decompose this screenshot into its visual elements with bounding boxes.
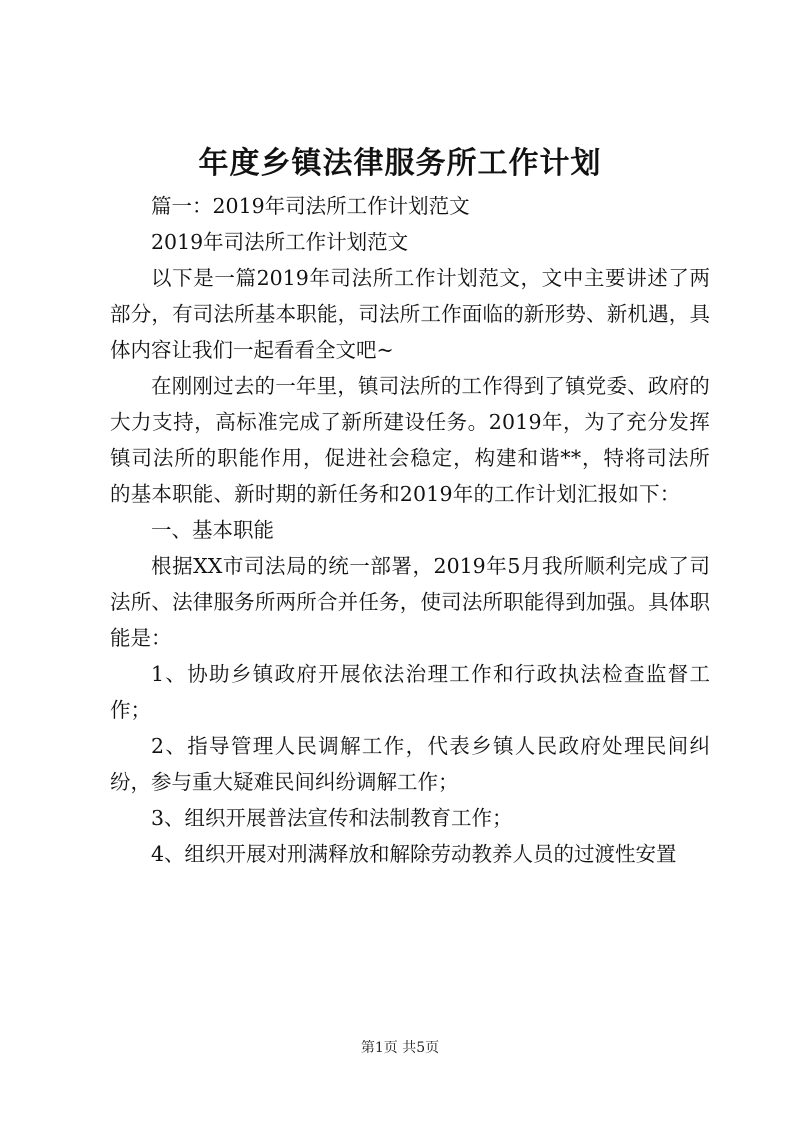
paragraph-function-1: 1、协助乡镇政府开展依法治理工作和行政执法检查监督工作； — [110, 662, 710, 722]
paragraph-introduction: 以下是一篇2019年司法所工作计划范文，文中主要讲述了两部分，有司法所基本职能，司法所工作面临的新形势、新机遇，具体内容让我们一起看看全文吧~ — [110, 266, 710, 362]
paragraph-merger: 根据XX市司法局的统一部署，2019年5月我所顺利完成了司法所、法律服务所两所合并任务，使司法所职能得到加强。具体职能是： — [110, 554, 710, 650]
paragraph-subtitle: 2019年司法所工作计划范文 — [151, 230, 409, 254]
paragraph-heading-basic-functions: 一、基本职能 — [151, 518, 274, 542]
paragraph-function-3: 3、组织开展普法宣传和法制教育工作； — [151, 806, 513, 830]
paragraph-summary: 在刚刚过去的一年里，镇司法所的工作得到了镇党委、政府的大力支持，高标准完成了新所建设任务。2019年，为了充分发挥镇司法所的职能作用，促进社会稳定，构建和谐**，特将司法所的基本职能、新时期的新任务和2019年的工作计划汇报如下： — [110, 374, 710, 506]
paragraph-function-2: 2、指导管理人民调解工作，代表乡镇人民政府处理民间纠纷，参与重大疑难民间纠纷调解工作； — [110, 734, 710, 794]
document-body — [110, 188, 710, 872]
page-number-footer: 第1页 共5页 — [360, 1040, 440, 1056]
paragraph-function-4: 4、组织开展对刑满释放和解除劳动教养人员的过渡性安置 — [151, 842, 677, 866]
document-title: 年度乡镇法律服务所工作计划 — [198, 146, 602, 181]
paragraph-section-heading: 篇一：2019年司法所工作计划范文 — [151, 194, 470, 218]
